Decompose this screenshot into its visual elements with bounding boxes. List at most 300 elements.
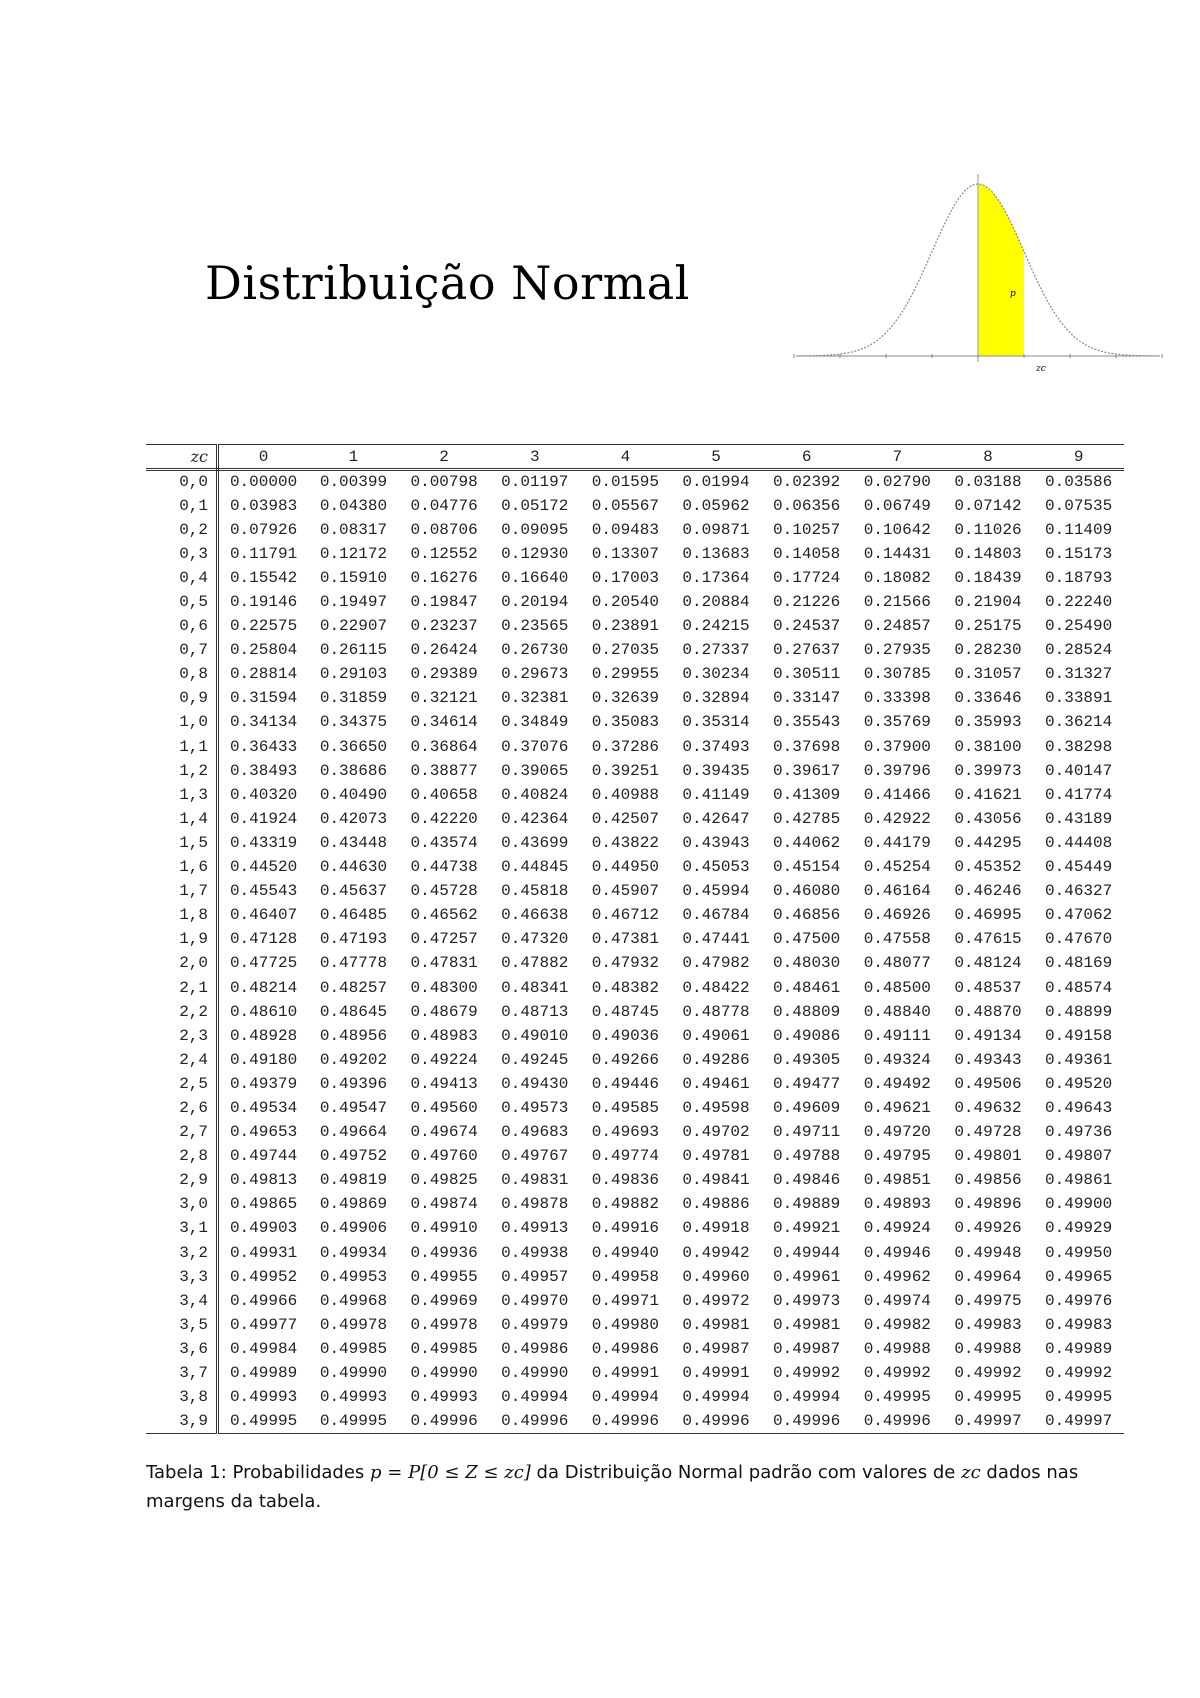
- table-row: [146, 1192, 1124, 1216]
- table-cell: 0.08706: [410, 520, 478, 539]
- table-row: [146, 710, 1124, 734]
- row-header-z: 1,3: [146, 783, 218, 807]
- column-header: 3: [489, 445, 580, 470]
- row-header-z: 3,4: [146, 1289, 218, 1313]
- table-row: [146, 1265, 1124, 1289]
- table-cell: 0.17364: [682, 568, 750, 587]
- table-cell: 0.40320: [229, 785, 298, 804]
- table-cell: 0.25175: [954, 617, 1022, 636]
- table-cell: 0.49061: [682, 1026, 750, 1045]
- table-cell: 0.49957: [501, 1267, 569, 1286]
- table-cell: 0.49180: [229, 1050, 298, 1069]
- table-cell: 0.49878: [501, 1195, 569, 1214]
- table-cell: 0.49988: [863, 1339, 931, 1358]
- table-cell: 0.49955: [410, 1267, 478, 1286]
- table-row: [146, 903, 1124, 927]
- table-cell: 0.30511: [773, 665, 841, 684]
- table-cell: 0.33147: [773, 689, 841, 708]
- table-cell: 0.49953: [319, 1267, 388, 1286]
- table-cell: 0.49948: [954, 1243, 1022, 1262]
- table-cell: 0.44408: [1045, 833, 1113, 852]
- table-cell: 0.49970: [501, 1291, 569, 1310]
- table-cell: 0.23891: [591, 617, 659, 636]
- table-cell: 0.43943: [682, 833, 750, 852]
- table-cell: 0.43574: [410, 833, 478, 852]
- table-cell: 0.46327: [1045, 882, 1113, 901]
- table-row: [146, 1072, 1124, 1096]
- table-cell: 0.49728: [954, 1123, 1022, 1142]
- caption-suffix: dados nas margens da tabela.: [146, 1462, 1079, 1512]
- table-cell: 0.15910: [319, 568, 388, 587]
- table-cell: 0.34614: [410, 713, 478, 732]
- table-cell: 0.27637: [773, 641, 841, 660]
- table-cell: 0.45543: [229, 882, 298, 901]
- table-cell: 0.49819: [319, 1171, 388, 1190]
- table-cell: 0.48030: [773, 954, 841, 973]
- table-cell: 0.49813: [229, 1171, 298, 1190]
- table-cell: 0.49936: [410, 1243, 478, 1262]
- table-cell: 0.43699: [501, 833, 569, 852]
- table-cell: 0.48257: [319, 978, 388, 997]
- table-cell: 0.49991: [591, 1364, 659, 1383]
- table-cell: 0.49994: [682, 1388, 750, 1407]
- table-cell: 0.42647: [682, 809, 750, 828]
- table-cell: 0.23237: [410, 617, 478, 636]
- table-cell: 0.29389: [410, 665, 478, 684]
- table-cell: 0.49598: [682, 1098, 750, 1117]
- p-label: p: [1010, 289, 1016, 299]
- table-row: [146, 735, 1124, 759]
- caption-middle: da Distribuição Normal padrão com valores de: [530, 1462, 962, 1483]
- table-cell: 0.49286: [682, 1050, 750, 1069]
- table-cell: 0.49674: [410, 1123, 478, 1142]
- table-cell: 0.35314: [682, 713, 750, 732]
- table-cell: 0.22575: [229, 617, 298, 636]
- table-cell: 0.25804: [229, 641, 298, 660]
- table-cell: 0.05962: [682, 496, 750, 515]
- table-cell: 0.39435: [682, 761, 750, 780]
- table-cell: 0.47257: [410, 930, 478, 949]
- table-cell: 0.43448: [319, 833, 388, 852]
- table-row: [146, 831, 1124, 855]
- table-cell: 0.37900: [863, 737, 931, 756]
- table-cell: 0.38877: [410, 761, 478, 780]
- table-cell: 0.38298: [1045, 737, 1113, 756]
- table-cell: 0.48382: [591, 978, 659, 997]
- table-cell: 0.49906: [319, 1219, 388, 1238]
- table-cell: 0.46562: [410, 906, 478, 925]
- table-cell: 0.49266: [591, 1050, 659, 1069]
- table-cell: 0.49997: [943, 1409, 1034, 1433]
- table-cell: 0.49996: [671, 1409, 762, 1433]
- table-cell: 0.48300: [410, 978, 478, 997]
- table-cell: 0.49918: [682, 1219, 750, 1238]
- column-header: 9: [1033, 445, 1124, 470]
- column-header: 0: [218, 445, 309, 470]
- table-cell: 0.49781: [682, 1147, 750, 1166]
- table-cell: 0.45907: [591, 882, 659, 901]
- table-cell: 0.28814: [229, 665, 298, 684]
- table-cell: 0.49995: [1045, 1388, 1113, 1407]
- table-cell: 0.34849: [501, 713, 569, 732]
- row-header-z: 2,3: [146, 1024, 218, 1048]
- table-cell: 0.19146: [229, 593, 298, 612]
- table-cell: 0.47320: [501, 930, 569, 949]
- table-row: [146, 951, 1124, 975]
- row-header-z: 1,9: [146, 927, 218, 951]
- table-cell: 0.49036: [591, 1026, 659, 1045]
- table-cell: 0.48713: [501, 1002, 569, 1021]
- table-cell: 0.34375: [319, 713, 388, 732]
- table-cell: 0.49996: [489, 1409, 580, 1433]
- table-cell: 0.15173: [1045, 544, 1113, 563]
- table-cell: 0.10257: [773, 520, 841, 539]
- table-cell: 0.35083: [591, 713, 659, 732]
- table-cell: 0.49981: [682, 1315, 750, 1334]
- table-cell: 0.49950: [1045, 1243, 1113, 1262]
- table-cell: 0.46485: [319, 906, 388, 925]
- table-cell: 0.44179: [863, 833, 931, 852]
- table-cell: 0.35769: [863, 713, 931, 732]
- row-header-z: 1,2: [146, 759, 218, 783]
- table-cell: 0.21226: [773, 593, 841, 612]
- row-header-z: 0,8: [146, 662, 218, 686]
- table-cell: 0.49856: [954, 1171, 1022, 1190]
- table-cell: 0.49973: [773, 1291, 841, 1310]
- table-cell: 0.08317: [319, 520, 388, 539]
- table-row: [146, 1337, 1124, 1361]
- table-cell: 0.32639: [591, 689, 659, 708]
- table-cell: 0.48214: [229, 978, 298, 997]
- table-row: [146, 1120, 1124, 1144]
- table-cell: 0.17003: [591, 568, 659, 587]
- table-cell: 0.49931: [229, 1243, 298, 1262]
- table-cell: 0.49995: [863, 1388, 931, 1407]
- table-cell: 0.20884: [682, 593, 750, 612]
- table-cell: 0.47615: [954, 930, 1022, 949]
- normal-curve-figure: [788, 166, 1164, 376]
- table-cell: 0.13307: [591, 544, 659, 563]
- corner-header: zc: [146, 445, 218, 470]
- table-cell: 0.40490: [319, 785, 388, 804]
- table-cell: 0.49609: [773, 1098, 841, 1117]
- table-cell: 0.49964: [954, 1267, 1022, 1286]
- table-cell: 0.49969: [410, 1291, 478, 1310]
- table-cell: 0.49683: [501, 1123, 569, 1142]
- table-cell: 0.49992: [1045, 1364, 1113, 1383]
- table-cell: 0.18439: [954, 568, 1022, 587]
- table-cell: 0.49926: [954, 1219, 1022, 1238]
- table-cell: 0.06749: [863, 496, 931, 515]
- table-cell: 0.29673: [501, 665, 569, 684]
- table-cell: 0.48870: [954, 1002, 1022, 1021]
- table-cell: 0.39973: [954, 761, 1022, 780]
- table-row: [146, 879, 1124, 903]
- table-cell: 0.49994: [501, 1388, 569, 1407]
- table-cell: 0.49010: [501, 1026, 569, 1045]
- table-cell: 0.49477: [773, 1074, 841, 1093]
- table-cell: 0.49962: [863, 1267, 931, 1286]
- table-cell: 0.44520: [229, 858, 298, 877]
- column-header: 1: [308, 445, 399, 470]
- table-cell: 0.49869: [319, 1195, 388, 1214]
- table-cell: 0.49983: [954, 1315, 1022, 1334]
- table-cell: 0.40147: [1045, 761, 1113, 780]
- table-cell: 0.48574: [1045, 978, 1113, 997]
- table-cell: 0.48840: [863, 1002, 931, 1021]
- row-header-z: 2,2: [146, 1000, 218, 1024]
- row-header-z: 0,4: [146, 566, 218, 590]
- row-header-z: 0,0: [146, 470, 218, 494]
- table-row: [146, 1289, 1124, 1313]
- table-cell: 0.30234: [682, 665, 750, 684]
- table-cell: 0.44950: [591, 858, 659, 877]
- table-cell: 0.47831: [410, 954, 478, 973]
- row-header-z: 2,9: [146, 1168, 218, 1192]
- page-title: Distribuição Normal: [205, 256, 690, 310]
- table-cell: 0.46712: [591, 906, 659, 925]
- table-cell: 0.04380: [319, 496, 388, 515]
- table-row: [146, 518, 1124, 542]
- table-cell: 0.49995: [308, 1409, 399, 1433]
- table-cell: 0.46926: [863, 906, 931, 925]
- row-header-z: 2,6: [146, 1096, 218, 1120]
- caption-formula: p = P[0 ≤ Z ≤ zc]: [370, 1462, 531, 1483]
- table-cell: 0.46407: [229, 906, 298, 925]
- table-cell: 0.48956: [319, 1026, 388, 1045]
- table-cell: 0.31327: [1045, 665, 1113, 684]
- table-cell: 0.48124: [954, 954, 1022, 973]
- table-cell: 0.48461: [773, 978, 841, 997]
- table-cell: 0.49984: [229, 1339, 298, 1358]
- shaded-probability-area: [978, 184, 1024, 356]
- table-row: [146, 614, 1124, 638]
- table-cell: 0.48928: [229, 1026, 298, 1045]
- table-cell: 0.49913: [501, 1219, 569, 1238]
- row-header-z: 1,6: [146, 855, 218, 879]
- table-cell: 0.48645: [319, 1002, 388, 1021]
- table-cell: 0.49990: [410, 1364, 478, 1383]
- table-cell: 0.34134: [229, 713, 298, 732]
- table-cell: 0.48778: [682, 1002, 750, 1021]
- table-cell: 0.49986: [591, 1339, 659, 1358]
- table-cell: 0.01197: [501, 473, 569, 492]
- table-cell: 0.14803: [954, 544, 1022, 563]
- table-cell: 0.38493: [229, 761, 298, 780]
- table-cell: 0.00000: [229, 473, 298, 492]
- table-cell: 0.47500: [773, 930, 841, 949]
- table-row: [146, 1361, 1124, 1385]
- table-cell: 0.49952: [229, 1267, 298, 1286]
- table-cell: 0.49966: [229, 1291, 298, 1310]
- table-cell: 0.20540: [591, 593, 659, 612]
- table-cell: 0.48679: [410, 1002, 478, 1021]
- row-header-z: 3,0: [146, 1192, 218, 1216]
- table-cell: 0.37076: [501, 737, 569, 756]
- table-cell: 0.39251: [591, 761, 659, 780]
- table-cell: 0.49992: [863, 1364, 931, 1383]
- table-cell: 0.46164: [863, 882, 931, 901]
- table-cell: 0.36650: [319, 737, 388, 756]
- table-cell: 0.49994: [591, 1388, 659, 1407]
- table-cell: 0.45053: [682, 858, 750, 877]
- table-cell: 0.06356: [773, 496, 841, 515]
- table-cell: 0.49836: [591, 1171, 659, 1190]
- table-row: [146, 686, 1124, 710]
- table-cell: 0.40658: [410, 785, 478, 804]
- table-row: [146, 470, 1124, 494]
- table-cell: 0.49711: [773, 1123, 841, 1142]
- table-row: [146, 783, 1124, 807]
- table-cell: 0.49992: [954, 1364, 1022, 1383]
- table-cell: 0.36433: [229, 737, 298, 756]
- table-cell: 0.49889: [773, 1195, 841, 1214]
- table-cell: 0.32121: [410, 689, 478, 708]
- table-cell: 0.49993: [319, 1388, 388, 1407]
- row-header-z: 2,0: [146, 951, 218, 975]
- table-cell: 0.49736: [1045, 1123, 1113, 1142]
- table-cell: 0.49621: [863, 1098, 931, 1117]
- table-cell: 0.45449: [1045, 858, 1113, 877]
- table-cell: 0.49995: [954, 1388, 1022, 1407]
- row-header-z: 1,1: [146, 735, 218, 759]
- table-cell: 0.46246: [954, 882, 1022, 901]
- table-row: [146, 638, 1124, 662]
- table-cell: 0.49974: [863, 1291, 931, 1310]
- caption-prefix: Tabela 1: Probabilidades: [146, 1462, 371, 1483]
- table-cell: 0.47441: [682, 930, 750, 949]
- table-cell: 0.49916: [591, 1219, 659, 1238]
- table-cell: 0.49996: [761, 1409, 852, 1433]
- table-cell: 0.19497: [319, 593, 388, 612]
- table-cell: 0.35993: [954, 713, 1022, 732]
- table-cell: 0.49972: [682, 1291, 750, 1310]
- table-cell: 0.49361: [1045, 1050, 1113, 1069]
- table-cell: 0.49134: [954, 1026, 1022, 1045]
- table-cell: 0.48422: [682, 978, 750, 997]
- column-header: 2: [399, 445, 490, 470]
- table-row: [146, 662, 1124, 686]
- normal-distribution-table: [146, 444, 1124, 1434]
- table-cell: 0.09871: [682, 520, 750, 539]
- table-cell: 0.48983: [410, 1026, 478, 1045]
- table-cell: 0.49492: [863, 1074, 931, 1093]
- table-row: [146, 566, 1124, 590]
- table-cell: 0.44738: [410, 858, 478, 877]
- table-cell: 0.49702: [682, 1123, 750, 1142]
- table-cell: 0.49896: [954, 1195, 1022, 1214]
- table-cell: 0.49965: [1045, 1267, 1113, 1286]
- table-cell: 0.49979: [501, 1315, 569, 1334]
- table-cell: 0.49968: [319, 1291, 388, 1310]
- table-cell: 0.39617: [773, 761, 841, 780]
- table-cell: 0.09483: [591, 520, 659, 539]
- column-header: 8: [943, 445, 1034, 470]
- table-cell: 0.49971: [591, 1291, 659, 1310]
- table-cell: 0.49202: [319, 1050, 388, 1069]
- table-cell: 0.47670: [1045, 930, 1113, 949]
- table-row: [146, 1096, 1124, 1120]
- table-cell: 0.49774: [591, 1147, 659, 1166]
- table-cell: 0.31859: [319, 689, 388, 708]
- table-cell: 0.45352: [954, 858, 1022, 877]
- table-cell: 0.29103: [319, 665, 388, 684]
- table-cell: 0.48610: [229, 1002, 298, 1021]
- row-header-z: 3,2: [146, 1241, 218, 1265]
- table-cell: 0.46784: [682, 906, 750, 925]
- table-cell: 0.18082: [863, 568, 931, 587]
- table-cell: 0.49938: [501, 1243, 569, 1262]
- table-body: [146, 470, 1124, 1434]
- row-header-z: 3,3: [146, 1265, 218, 1289]
- table-cell: 0.49987: [682, 1339, 750, 1358]
- table-cell: 0.42785: [773, 809, 841, 828]
- table-cell: 0.40824: [501, 785, 569, 804]
- row-header-z: 0,3: [146, 542, 218, 566]
- table-cell: 0.05567: [591, 496, 659, 515]
- table-row: [146, 855, 1124, 879]
- table-cell: 0.49413: [410, 1074, 478, 1093]
- table-cell: 0.49825: [410, 1171, 478, 1190]
- row-header-z: 2,1: [146, 975, 218, 999]
- table-cell: 0.01994: [682, 473, 750, 492]
- table-cell: 0.24215: [682, 617, 750, 636]
- column-header: 4: [580, 445, 671, 470]
- table-cell: 0.32894: [682, 689, 750, 708]
- table-cell: 0.41774: [1045, 785, 1113, 804]
- table-cell: 0.49993: [229, 1388, 298, 1407]
- table-cell: 0.49224: [410, 1050, 478, 1069]
- table-cell: 0.29955: [591, 665, 659, 684]
- table-row: [146, 1313, 1124, 1337]
- table-cell: 0.49981: [773, 1315, 841, 1334]
- table-cell: 0.49343: [954, 1050, 1022, 1069]
- table-row: [146, 1144, 1124, 1168]
- table-cell: 0.37698: [773, 737, 841, 756]
- table-row: [146, 1000, 1124, 1024]
- table-cell: 0.07535: [1045, 496, 1113, 515]
- table-cell: 0.49975: [954, 1291, 1022, 1310]
- table-cell: 0.41149: [682, 785, 750, 804]
- table-cell: 0.49961: [773, 1267, 841, 1286]
- table-cell: 0.49990: [319, 1364, 388, 1383]
- table-cell: 0.49910: [410, 1219, 478, 1238]
- table-cell: 0.26730: [501, 641, 569, 660]
- table-cell: 0.46080: [773, 882, 841, 901]
- table-cell: 0.49983: [1045, 1315, 1113, 1334]
- table-cell: 0.49996: [580, 1409, 671, 1433]
- table-cell: 0.14058: [773, 544, 841, 563]
- table-cell: 0.33398: [863, 689, 931, 708]
- table-cell: 0.47062: [1045, 906, 1113, 925]
- table-cell: 0.02790: [863, 473, 931, 492]
- table-cell: 0.49960: [682, 1267, 750, 1286]
- table-cell: 0.49831: [501, 1171, 569, 1190]
- table-cell: 0.04776: [410, 496, 478, 515]
- row-header-z: 2,7: [146, 1120, 218, 1144]
- table-row: [146, 1241, 1124, 1265]
- table-cell: 0.25490: [1045, 617, 1113, 636]
- table-cell: 0.16640: [501, 568, 569, 587]
- table-cell: 0.03983: [229, 496, 298, 515]
- table-row: [146, 807, 1124, 831]
- table-cell: 0.48899: [1045, 1002, 1113, 1021]
- column-header: 7: [852, 445, 943, 470]
- table-cell: 0.49989: [1045, 1339, 1113, 1358]
- table-cell: 0.49801: [954, 1147, 1022, 1166]
- table-cell: 0.47558: [863, 930, 931, 949]
- table-row: [146, 542, 1124, 566]
